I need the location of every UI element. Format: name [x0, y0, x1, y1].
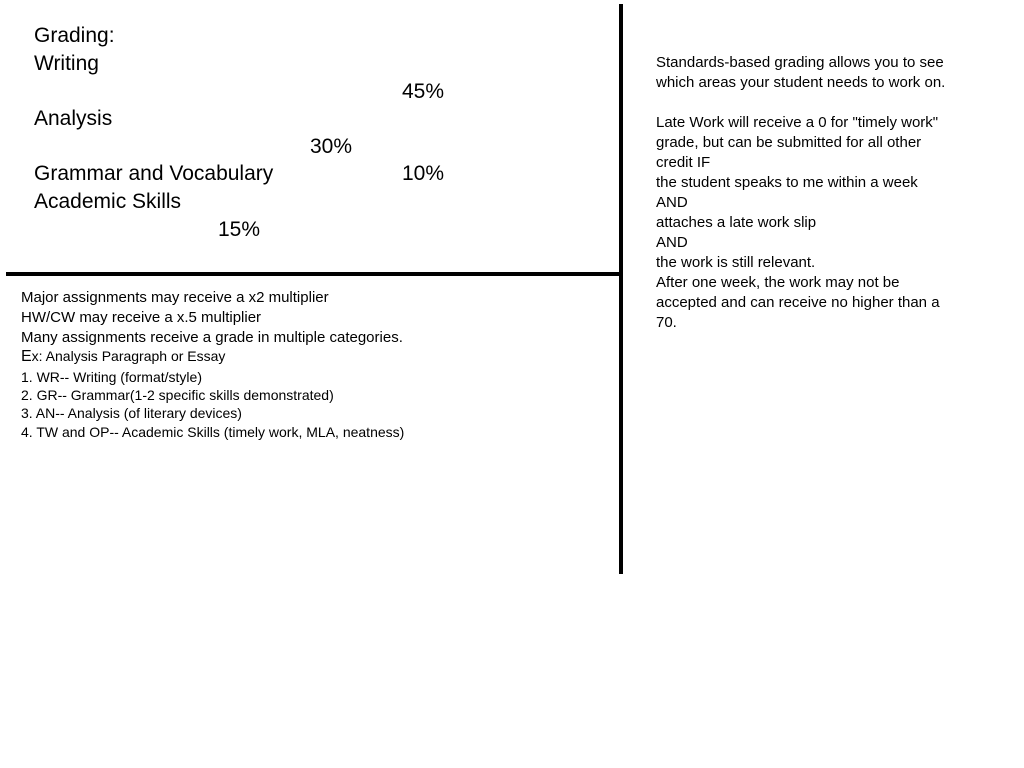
list-item: 4. TW and OP-- Academic Skills (timely work, MLA, neatness) [21, 424, 405, 440]
policy-line: 70. [656, 314, 677, 331]
policy-line: the work is still relevant. [656, 254, 816, 271]
paragraph-gap [656, 93, 996, 113]
policy-line: Standards-based grading allows you to see [656, 54, 944, 71]
example-text: x: Analysis Paragraph or Essay [31, 348, 226, 364]
list-item: 1. WR-- Writing (format/style) [21, 369, 202, 385]
list-item: 3. AN-- Analysis (of literary devices) [21, 405, 242, 421]
policy-line: credit IF [656, 154, 711, 171]
writing-label: Writing [34, 52, 99, 75]
policy-line: accepted and can receive no higher than a [656, 294, 940, 311]
notes-line-3: Many assignments receive a grade in multiple categories. [21, 329, 403, 346]
policy-line: AND [656, 194, 688, 211]
notes-line-2: HW/CW may receive a x.5 multiplier [21, 309, 262, 326]
skills-percent: 15% [218, 218, 261, 241]
policy-line: Late Work will receive a 0 for "timely work" [656, 114, 939, 131]
example-prefix: E [21, 348, 32, 365]
horizontal-divider [6, 272, 623, 276]
policy-line: attaches a late work slip [656, 214, 817, 231]
example-heading [21, 348, 225, 366]
skills-label: Academic Skills [34, 190, 182, 213]
grading-title: Grading: [34, 24, 115, 47]
policy-line: AND [656, 234, 688, 251]
notes-line-1: Major assignments may receive a x2 multiplier [21, 289, 329, 306]
policy-line: grade, but can be submitted for all other [656, 134, 922, 151]
grammar-label: Grammar and Vocabulary [34, 162, 274, 185]
policy-panel [656, 53, 996, 333]
analysis-percent: 30% [310, 135, 353, 158]
policy-line: After one week, the work may not be [656, 274, 900, 291]
vertical-divider [619, 4, 623, 574]
list-item: 2. GR-- Grammar(1-2 specific skills demonstrated) [21, 387, 334, 403]
policy-line: which areas your student needs to work on. [656, 74, 946, 91]
grammar-percent: 10% [402, 162, 445, 185]
writing-percent: 45% [402, 80, 445, 103]
policy-line: the student speaks to me within a week [656, 174, 918, 191]
analysis-label: Analysis [34, 107, 113, 130]
